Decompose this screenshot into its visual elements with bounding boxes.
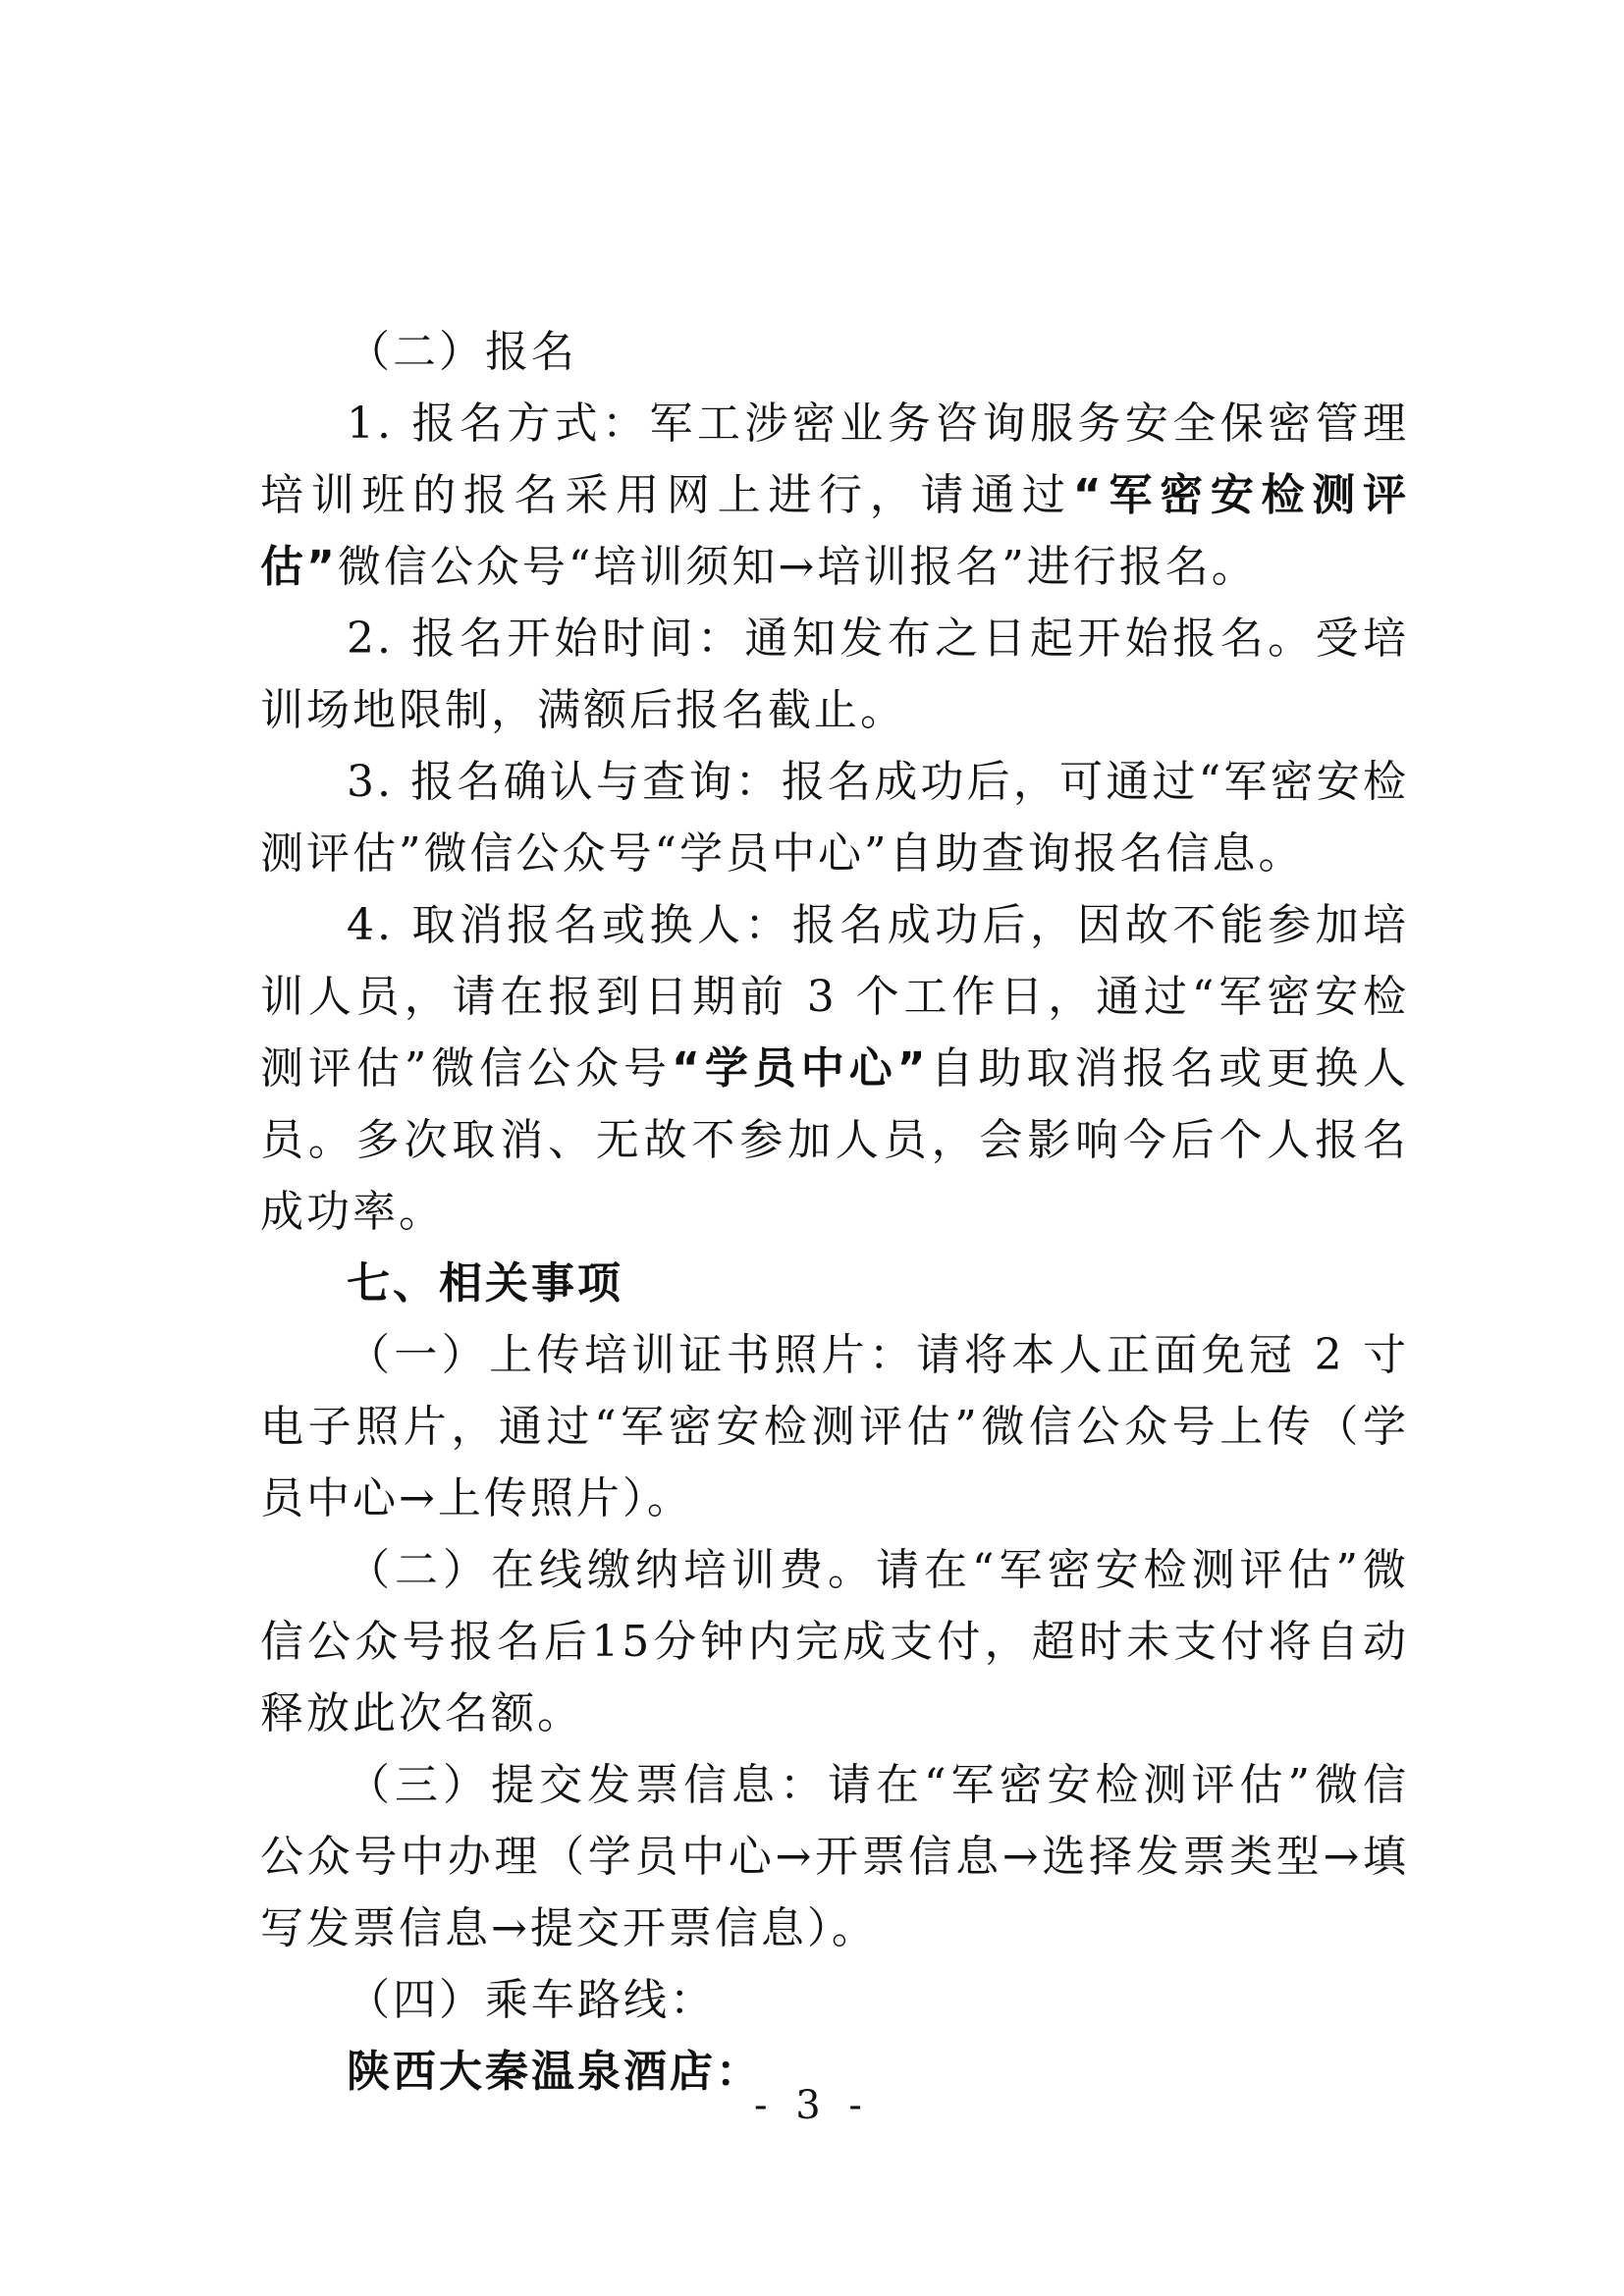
page-number: - 3 - [754,2083,870,2128]
invoice-info-paragraph: （三）提交发票信息：请在“军密安检测评估”微信公众号中办理（学员中心→开票信息→选择发票类型→填写发票信息→提交开票信息）。 [260,1760,1409,1953]
section-heading-related-matters: 七、相关事项 [347,1258,623,1308]
registration-confirm-paragraph: 3. 报名确认与查询：报名成功后，可通过“军密安检测评估”微信公众号“学员中心”自助查询报名信息。 [260,757,1409,879]
document-body [260,316,1409,2108]
registration-cancel-paragraph [260,889,1409,1248]
student-center-bold: “学员中心” [672,1043,929,1094]
registration-cancel-text-a: 4. 取消报名或换人：报名成功后，因故不能参加培训人员，请在报到日期前 3 个工作日，通过“军密安检测评估”微信公众号 [260,900,1409,1094]
registration-start-paragraph: 2. 报名开始时间：通知发布之日起开始报名。受培训场地限制，满额后报名截止。 [260,614,1409,735]
registration-cancel-text-c: 自助取消报名或更换人员。多次取消、无故不参加人员，会影响今后个人报名成功率。 [260,1043,1410,1237]
registration-method-paragraph [260,388,1409,603]
registration-method-text-a: 1. 报名方式：军工涉密业务咨询服务安全保密管理培训班的报名采用网上进行，请通过 [260,399,1409,520]
wechat-account-name-bold: “军密安检测评估” [260,470,1410,592]
hotel-name: 陕西大秦温泉酒店： [347,2047,762,2097]
pay-fee-paragraph: （二）在线缴纳培训费。请在“军密安检测评估”微信公众号报名后15分钟内完成支付，超时未支付将自动释放此次名额。 [260,1545,1409,1738]
registration-method-text-c: 微信公众号“培训须知→培训报名”进行报名。 [337,542,1258,592]
sub-heading-registration: （二）报名 [347,327,577,377]
upload-photo-paragraph: （一）上传培训证书照片：请将本人正面免冠 2 寸电子照片，通过“军密安检测评估”微信公众号上传（学员中心→上传照片）。 [260,1330,1409,1523]
route-paragraph: （四）乘车路线： [347,1975,716,2025]
